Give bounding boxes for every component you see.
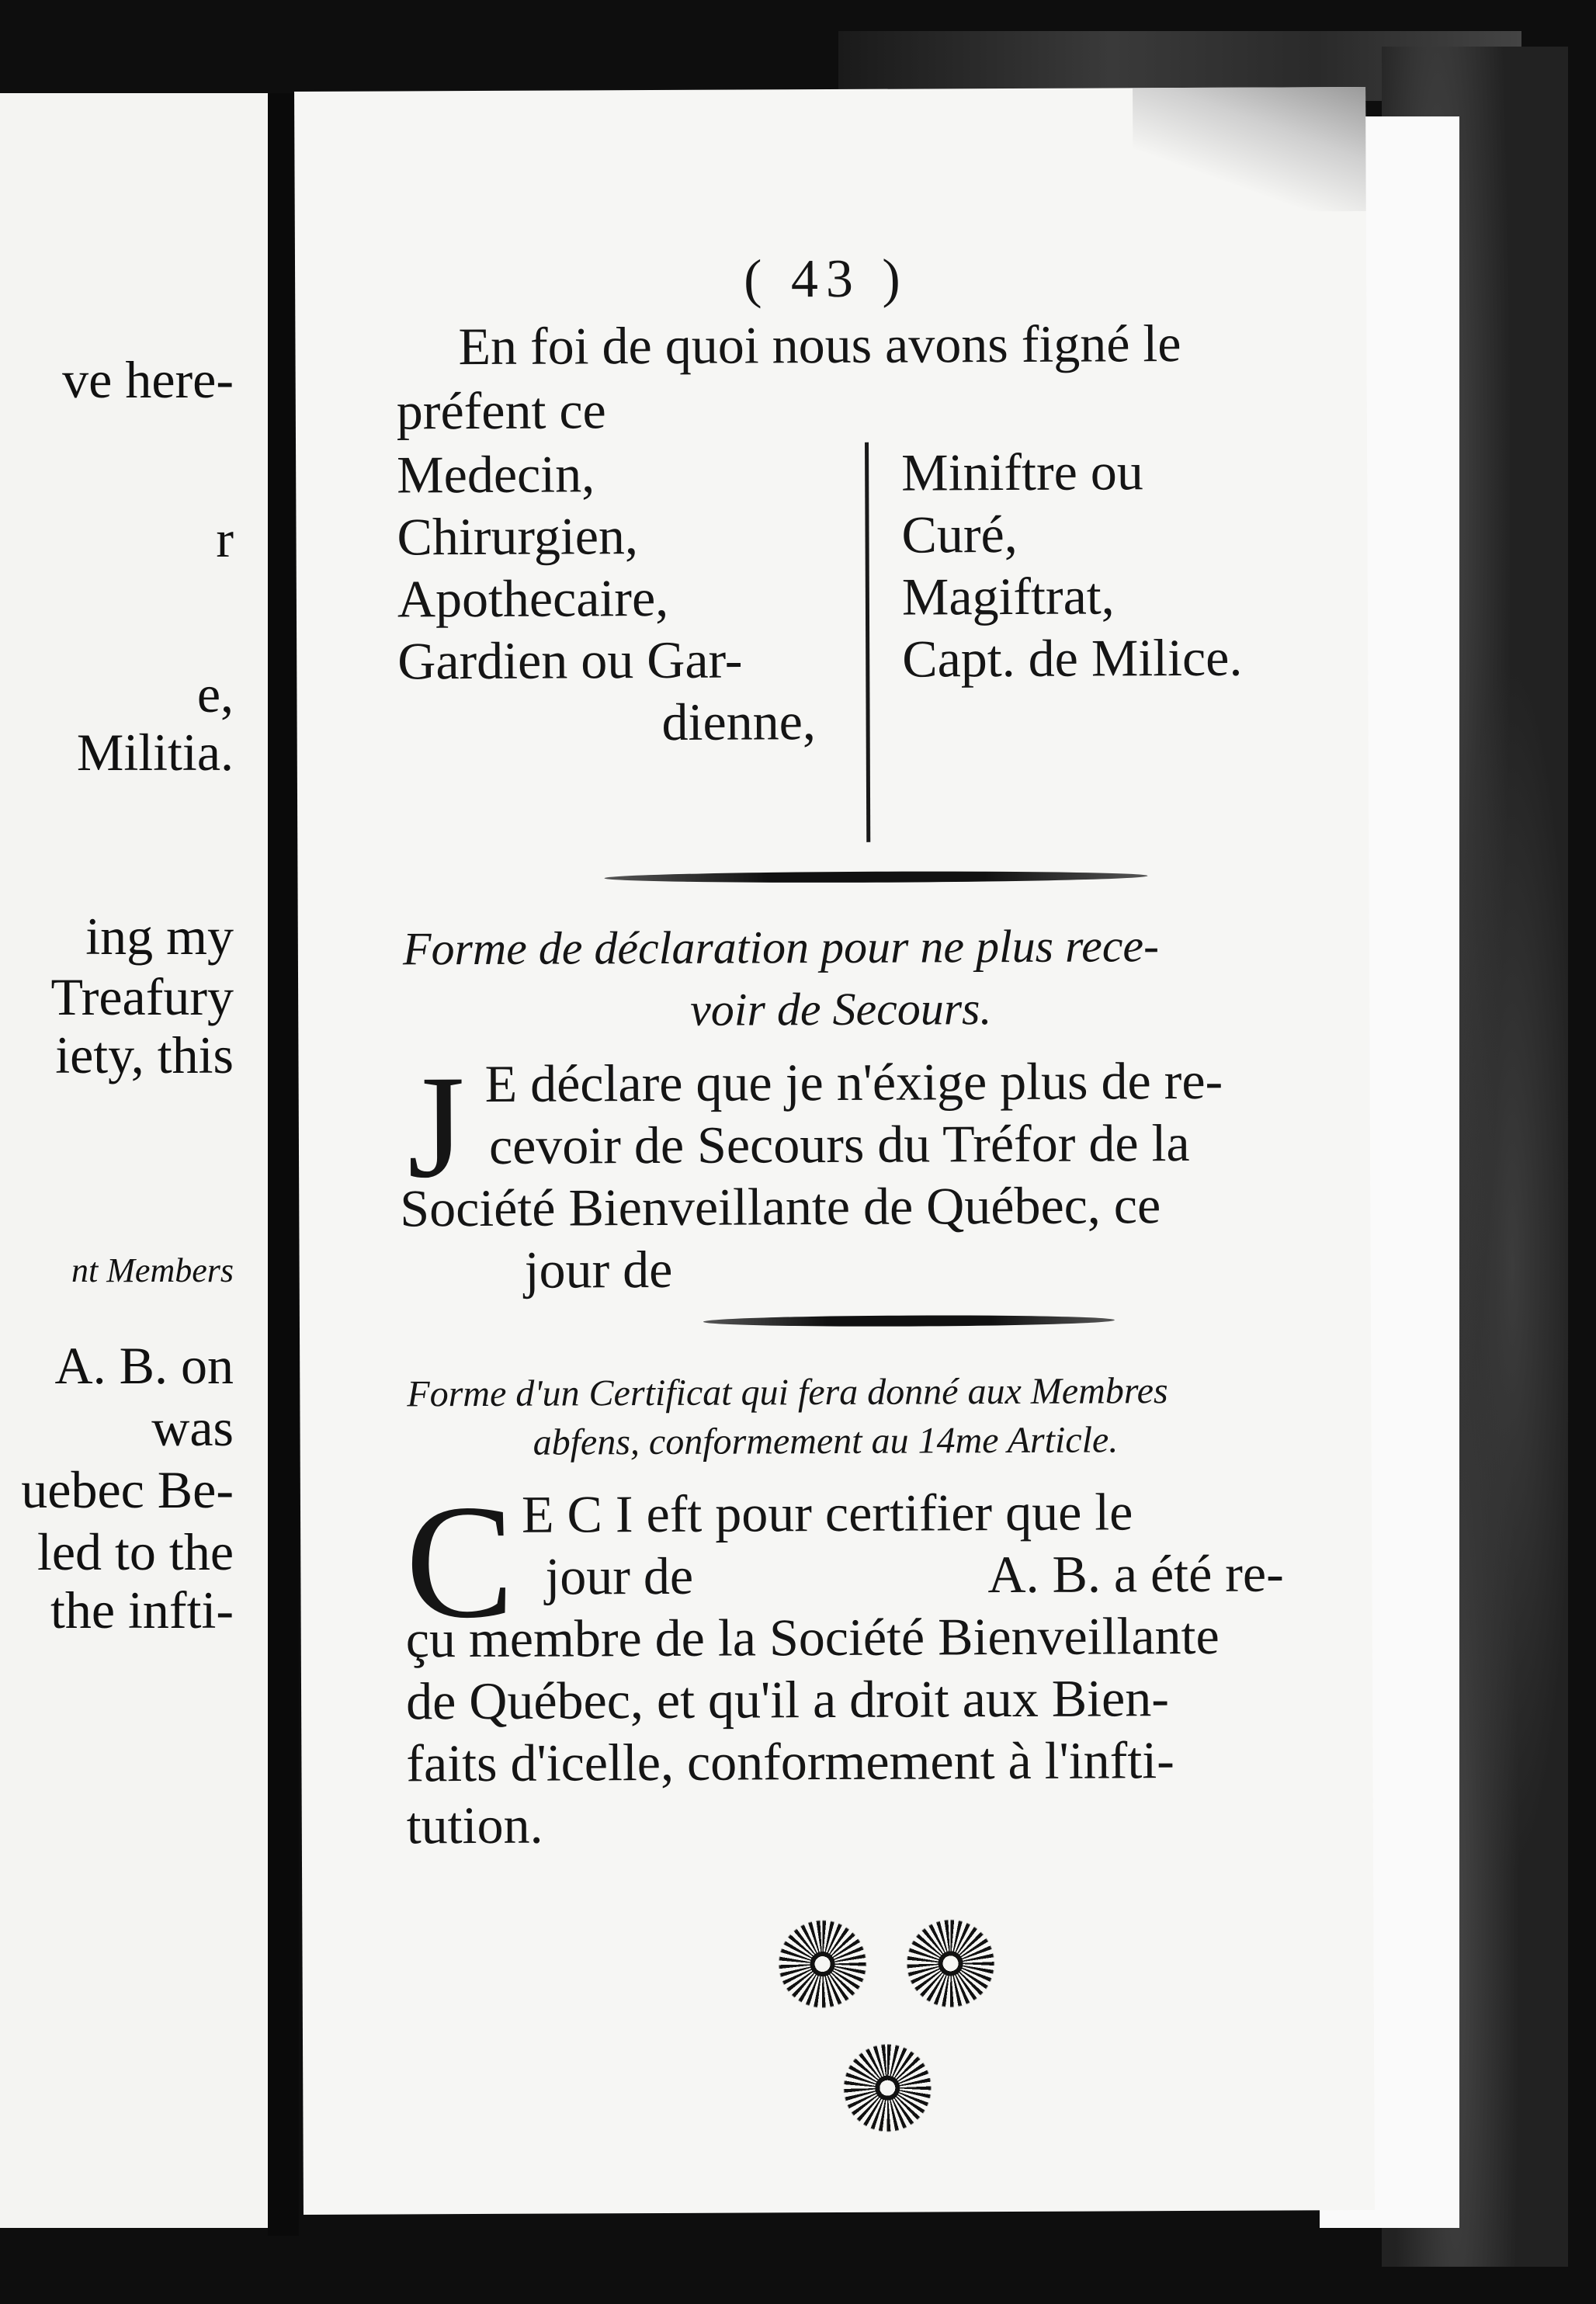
declaration-line: jour de bbox=[524, 1239, 673, 1299]
certificate-line: A. B. a été re- bbox=[987, 1543, 1284, 1605]
main-page bbox=[294, 87, 1375, 2215]
rosette-ornament bbox=[900, 1913, 1001, 2014]
certificate-line: de Québec, et qu'il a droit aux Bien- bbox=[405, 1668, 1170, 1731]
left-page-line: the infti- bbox=[50, 1581, 234, 1640]
certificate-line: faits d'icelle, conformement à l'infti- bbox=[406, 1730, 1174, 1793]
rosette-ornament bbox=[837, 2037, 939, 2139]
page-number: ( 43 ) bbox=[743, 248, 908, 310]
left-page-line: Treafury bbox=[50, 967, 234, 1026]
left-page-line: ing my bbox=[85, 907, 234, 966]
left-page-line: was bbox=[151, 1398, 234, 1457]
certificate-heading: abfens, conformement au 14me Article. bbox=[533, 1419, 1119, 1463]
declaration-line: Société Bienveillante de Québec, ce bbox=[400, 1175, 1161, 1238]
declaration-heading: Forme de déclaration pour ne plus rece- bbox=[402, 920, 1160, 975]
ornamental-rule bbox=[703, 1314, 1115, 1327]
left-page-line: A. B. on bbox=[54, 1336, 234, 1395]
signatory-right: Miniftre ou bbox=[901, 442, 1143, 502]
signatory-left: Gardien ou Gar- bbox=[397, 630, 743, 691]
certificate-heading: Forme d'un Certificat qui fera donné aux Membres bbox=[407, 1370, 1168, 1415]
ornamental-rule bbox=[604, 870, 1147, 883]
left-page-line: ve here- bbox=[62, 350, 234, 409]
certificate-line: jour de bbox=[545, 1546, 694, 1606]
book-gutter bbox=[268, 93, 299, 2236]
oath-line: préfent ce bbox=[396, 380, 606, 441]
left-page-line: iety, this bbox=[55, 1025, 234, 1084]
left-facing-page bbox=[0, 93, 268, 2228]
oath-line: En foi de quoi nous avons figné le bbox=[458, 314, 1181, 376]
signatory-left: Chirurgien, bbox=[397, 506, 639, 567]
signatory-left: dienne, bbox=[661, 692, 817, 751]
signatory-right: Capt. de Milice. bbox=[902, 627, 1243, 689]
left-page-line: uebec Be- bbox=[21, 1460, 234, 1519]
declaration-line: E déclare que je n'éxige plus de re- bbox=[484, 1050, 1223, 1113]
certificate-line: E C I eft pour certifier que le bbox=[521, 1482, 1133, 1544]
signatory-left: Medecin, bbox=[397, 444, 595, 505]
drop-cap: J bbox=[407, 1046, 466, 1209]
column-divider bbox=[865, 442, 870, 842]
certificate-line: çu membre de la Société Bienveillante bbox=[405, 1605, 1220, 1669]
left-page-line: led to the bbox=[36, 1522, 234, 1581]
declaration-line: cevoir de Secours du Tréfor de la bbox=[488, 1113, 1190, 1175]
left-page-line: Militia. bbox=[76, 723, 234, 782]
left-page-line: nt Members bbox=[71, 1251, 234, 1289]
signatory-left: Apothecaire, bbox=[397, 567, 669, 629]
signatory-right: Curé, bbox=[901, 504, 1018, 564]
signatory-right: Magiftrat, bbox=[901, 566, 1115, 626]
drop-cap: C bbox=[404, 1471, 515, 1653]
certificate-line: tution. bbox=[406, 1795, 543, 1855]
declaration-heading: voir de Secours. bbox=[690, 983, 992, 1036]
rosette-ornament bbox=[772, 1914, 873, 2015]
left-page-line: r bbox=[216, 509, 234, 568]
folded-corner bbox=[1133, 87, 1366, 212]
left-page-line: e, bbox=[196, 664, 234, 723]
